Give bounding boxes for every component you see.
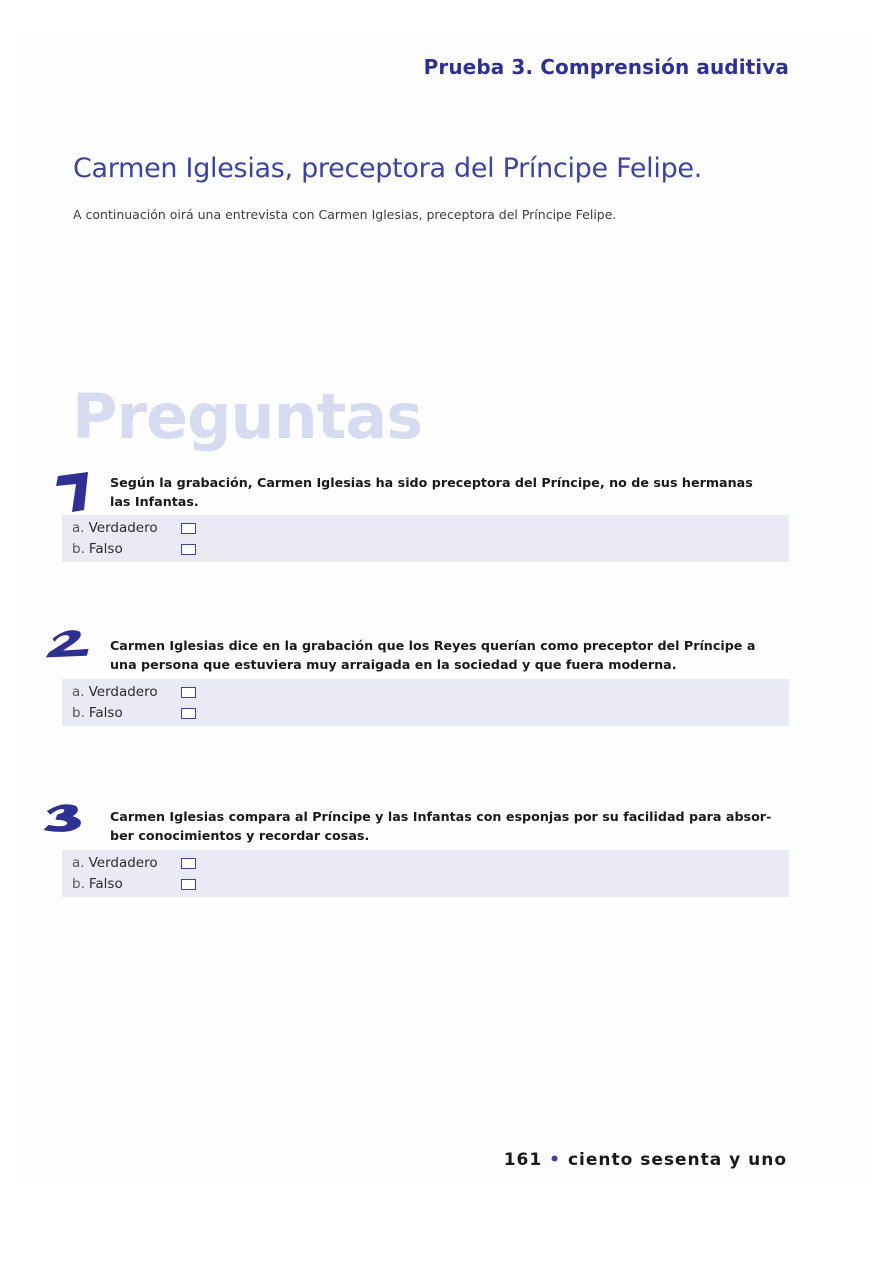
intro-text: A continuación oirá una entrevista con Carmen Iglesias, preceptora del Príncipe Felipe. [73, 207, 617, 222]
option-label: Verdadero [88, 684, 158, 700]
question-3-checkbox-a[interactable] [181, 858, 196, 869]
question-1-checkbox-b[interactable] [181, 544, 196, 555]
question-2-checkbox-a[interactable] [181, 687, 196, 698]
footer-separator: • [549, 1150, 562, 1170]
question-number-1-icon [50, 470, 98, 514]
question-3-line-2: ber conocimientos y recordar cosas. [110, 828, 370, 843]
question-2-options [62, 679, 789, 726]
option-a-verdadero[interactable] [72, 853, 158, 873]
question-2-checkbox-b[interactable] [181, 708, 196, 719]
option-letter: a. [72, 855, 85, 871]
page-number-words: ciento sesenta y uno [567, 1150, 787, 1170]
option-label: Verdadero [88, 520, 158, 536]
option-label: Verdadero [88, 855, 158, 871]
option-label: Falso [88, 541, 123, 557]
page-number: 161 [503, 1150, 543, 1170]
question-3-options [62, 850, 789, 897]
option-b-falso[interactable] [72, 703, 123, 723]
option-label: Falso [88, 705, 123, 721]
section-title: Preguntas [72, 380, 423, 453]
question-number-3-icon [40, 796, 88, 840]
question-2-line-1: Carmen Iglesias dice en la grabación que los Reyes querían como preceptor del Príncipe a [110, 638, 756, 653]
option-letter: a. [72, 684, 85, 700]
option-a-verdadero[interactable] [72, 682, 158, 702]
page-header-title: Prueba 3. Comprensión auditiva [423, 55, 789, 79]
option-label: Falso [88, 876, 123, 892]
question-1-line-2: las Infantas. [110, 494, 199, 509]
question-1-checkbox-a[interactable] [181, 523, 196, 534]
question-2-text [110, 636, 790, 674]
option-letter: a. [72, 520, 85, 536]
question-2-line-2: una persona que estuviera muy arraigada en la sociedad y que fuera moderna. [110, 657, 677, 672]
option-letter: b. [72, 541, 85, 557]
option-a-verdadero[interactable] [72, 518, 158, 538]
question-3-line-1: Carmen Iglesias compara al Príncipe y las Infantas con esponjas por su facilidad para absor- [110, 809, 772, 824]
question-number-2-icon [44, 620, 92, 664]
option-letter: b. [72, 876, 85, 892]
page-footer [0, 1150, 787, 1170]
question-1-text [110, 473, 790, 511]
question-1-line-1: Según la grabación, Carmen Iglesias ha sido preceptora del Príncipe, no de sus hermanas [110, 475, 753, 490]
question-3-text [110, 807, 790, 845]
page-title: Carmen Iglesias, preceptora del Príncipe Felipe. [73, 153, 703, 184]
question-3-checkbox-b[interactable] [181, 879, 196, 890]
question-1-options [62, 515, 789, 562]
option-letter: b. [72, 705, 85, 721]
option-b-falso[interactable] [72, 874, 123, 894]
option-b-falso[interactable] [72, 539, 123, 559]
